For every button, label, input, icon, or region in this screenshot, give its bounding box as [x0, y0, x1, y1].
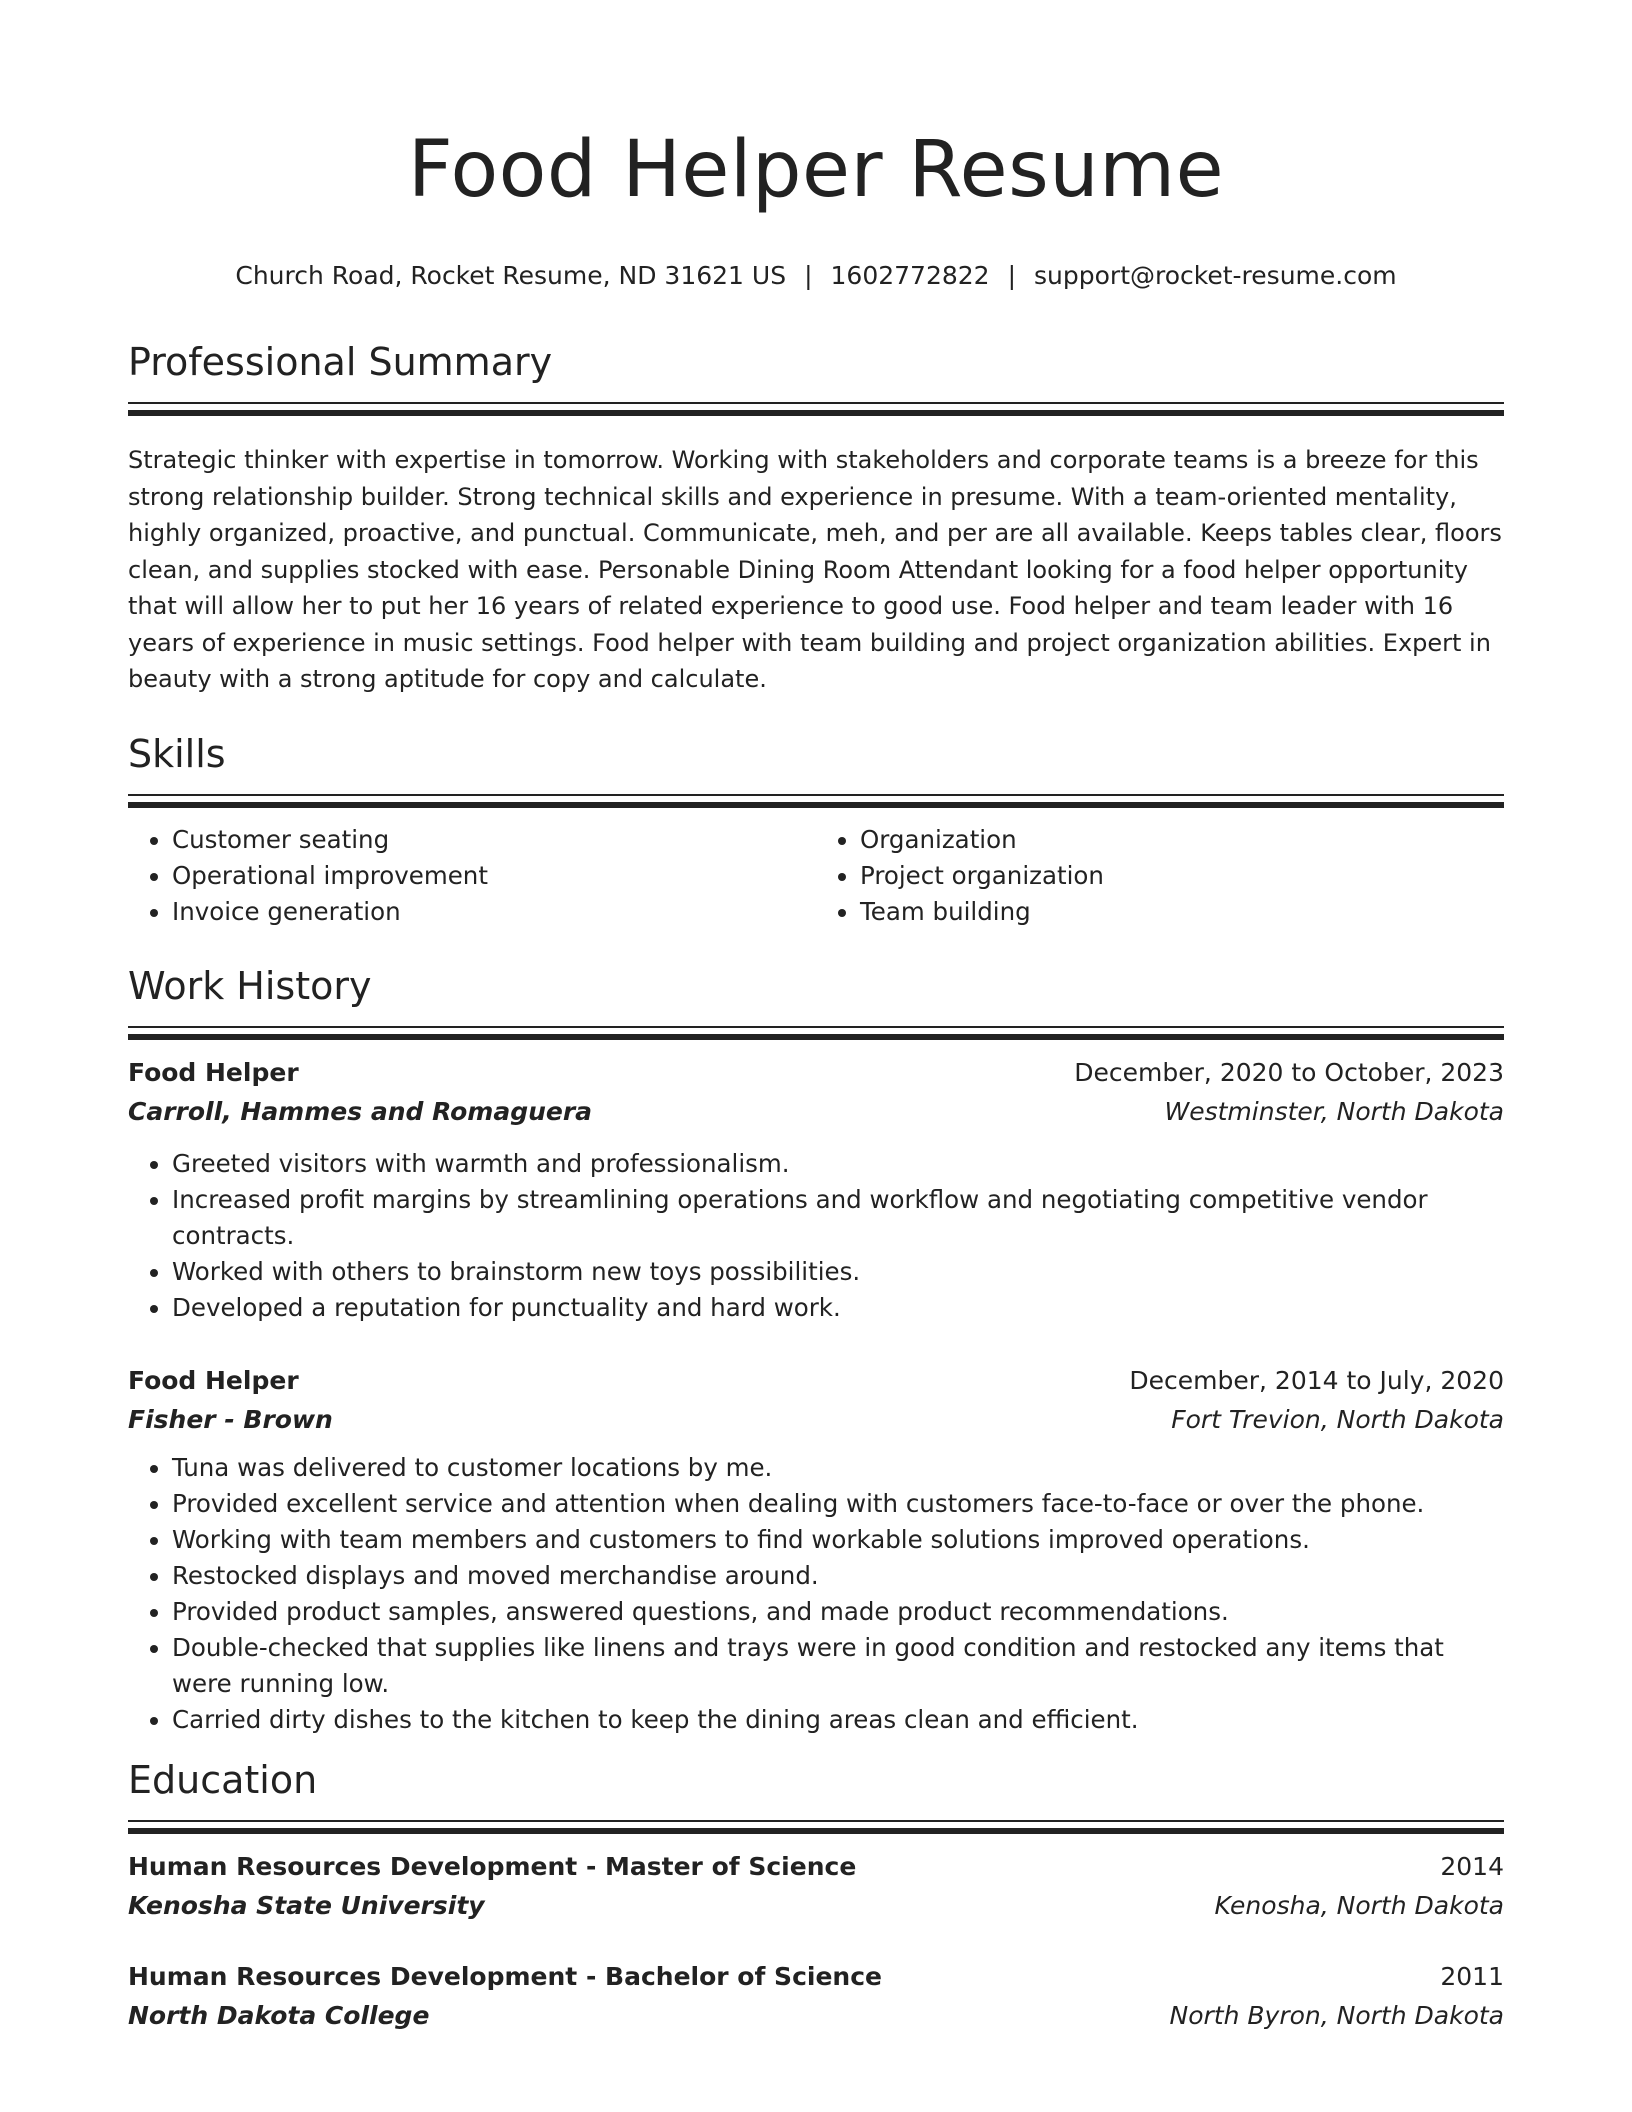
- education-header-row: [128, 1848, 1504, 1886]
- job-bullet: • Restocked displays and moved merchandise around.: [172, 1558, 1504, 1594]
- education-entry: [128, 1848, 1504, 1926]
- education-year: 2014: [1440, 1851, 1504, 1881]
- work-history-section: [128, 960, 1504, 1738]
- education-school-row: [128, 1996, 1504, 2036]
- job-bullet: • Carried dirty dishes to the kitchen to keep the dining areas clean and efficient.: [172, 1702, 1504, 1738]
- skill-item: • Project organization: [860, 858, 1504, 894]
- skill-item: • Operational improvement: [172, 858, 816, 894]
- job-bullet: • Provided product samples, answered questions, and made product recommendations.: [172, 1594, 1504, 1630]
- education-year: 2011: [1440, 1961, 1504, 1991]
- contact-line: [128, 256, 1504, 296]
- education-school-row: [128, 1886, 1504, 1926]
- job-header-row: [128, 1054, 1504, 1092]
- contact-separator: |: [1007, 261, 1017, 290]
- job-bullet: • Worked with others to brainstorm new toys possibilities.: [172, 1254, 1504, 1290]
- job-bullets: [128, 1450, 1504, 1738]
- section-heading-summary: Professional Summary: [128, 340, 553, 384]
- job-company-row: [128, 1400, 1504, 1440]
- job-bullet: • Increased profit margins by streamlining operations and workflow and negotiating competitive vendor contracts.: [172, 1182, 1504, 1254]
- education-school: Kenosha State University: [128, 1890, 485, 1920]
- education-school: North Dakota College: [128, 2000, 430, 2030]
- skills-column-right: [816, 822, 1504, 930]
- job-dates: December, 2014 to July, 2020: [1129, 1365, 1504, 1395]
- job-header-row: [128, 1362, 1504, 1400]
- section-divider: [128, 402, 1504, 416]
- job-location: Westminster, North Dakota: [1164, 1096, 1504, 1126]
- education-degree: Human Resources Development - Master of Science: [128, 1851, 857, 1881]
- skill-item: • Customer seating: [172, 822, 816, 858]
- job-company: Carroll, Hammes and Romaguera: [128, 1096, 593, 1126]
- resume-title: Food Helper Resume: [407, 125, 1225, 215]
- job-bullet: • Developed a reputation for punctuality and hard work.: [172, 1290, 1504, 1326]
- section-heading-work-history: Work History: [128, 963, 372, 1008]
- job-company-row: [128, 1092, 1504, 1132]
- education-degree: Human Resources Development - Bachelor of Science: [128, 1961, 882, 1991]
- contact-address: Church Road, Rocket Resume, ND 31621 US: [235, 261, 787, 290]
- skills-grid: [128, 822, 1504, 930]
- section-divider: [128, 1026, 1504, 1040]
- skill-item: • Invoice generation: [172, 894, 816, 930]
- contact-phone: 1602772822: [830, 261, 990, 290]
- summary-text: Strategic thinker with expertise in tomorrow. Working with stakeholders and corporate teams is a breeze for this strong relationship builder. Strong technical skills and experience in presume. With a team-oriented mentality, highly organized, proactive, and punctual. Communicate, meh, and per are all available. Keeps tables clear, floors clean, and supplies stocked with ease. Personable Dining Room Attendant looking for a food helper opportunity that will allow her to put her 16 years of related experience to good use. Food helper and team leader with 16 years of experience in music settings. Food helper with team building and project organization abilities. Expert in beauty with a strong aptitude for copy and calculate.: [128, 446, 1502, 693]
- skill-item: • Organization: [860, 822, 1504, 858]
- skill-item: • Team building: [860, 894, 1504, 930]
- job-entry: [128, 1054, 1504, 1326]
- skills-column-left: [128, 822, 816, 930]
- job-entry: [128, 1362, 1504, 1738]
- job-title: Food Helper: [128, 1057, 299, 1087]
- contact-email: support@rocket-resume.com: [1034, 261, 1397, 290]
- job-bullet: • Tuna was delivered to customer locations by me.: [172, 1450, 1504, 1486]
- education-location: Kenosha, North Dakota: [1214, 1890, 1504, 1920]
- education-section: [128, 1754, 1504, 2036]
- job-bullet: • Double-checked that supplies like linens and trays were in good condition and restocked any items that were running low.: [172, 1630, 1504, 1702]
- education-location: North Byron, North Dakota: [1169, 2000, 1504, 2030]
- job-title: Food Helper: [128, 1365, 299, 1395]
- job-bullets: [128, 1146, 1504, 1326]
- job-bullet: • Provided excellent service and attention when dealing with customers face-to-face or over the phone.: [172, 1486, 1504, 1522]
- section-heading-education: Education: [128, 1757, 318, 1802]
- education-header-row: [128, 1958, 1504, 1996]
- job-bullet: • Greeted visitors with warmth and professionalism.: [172, 1146, 1504, 1182]
- education-entry: [128, 1958, 1504, 2036]
- job-company: Fisher - Brown: [128, 1404, 333, 1434]
- job-location: Fort Trevion, North Dakota: [1171, 1404, 1504, 1434]
- section-divider: [128, 794, 1504, 808]
- job-bullet: • Working with team members and customers to find workable solutions improved operations.: [172, 1522, 1504, 1558]
- skills-section: [128, 728, 1504, 930]
- summary-section: [128, 336, 1504, 698]
- section-divider: [128, 1820, 1504, 1834]
- job-dates: December, 2020 to October, 2023: [1074, 1057, 1504, 1087]
- contact-separator: |: [804, 261, 813, 290]
- section-heading-skills: Skills: [128, 731, 226, 776]
